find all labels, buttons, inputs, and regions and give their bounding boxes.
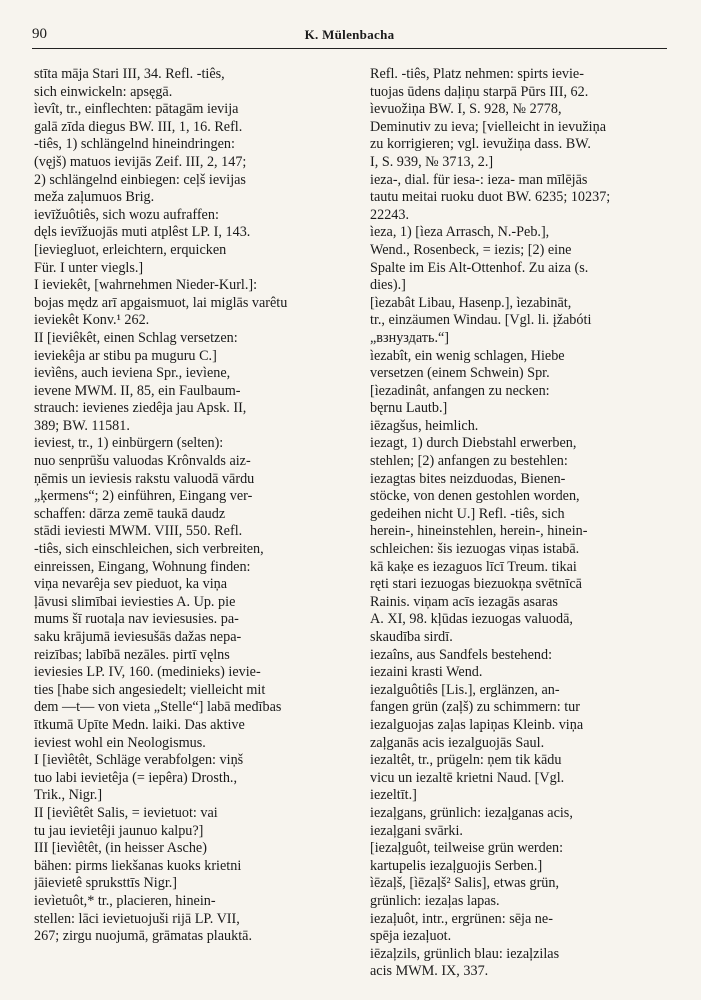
text-line: stīta māja Stari III, 34. Refl. -tiês, <box>34 66 225 82</box>
text-line: ievene MWM. II, 85, ein Faulbaum- <box>34 382 241 399</box>
page-number: 90 <box>32 26 47 42</box>
text-line: ìezabît, ein wenig schlagen, Hiebe <box>370 347 565 364</box>
text-line: iezagtas bites neizduodas, Bienen- <box>370 470 566 487</box>
text-line: 22243. <box>370 206 410 223</box>
text-line: spēja iezaļuot. <box>370 928 452 945</box>
text-line: III [ievìêtêt, (in heisser Asche) <box>34 840 207 857</box>
text-line: reizības; labībā nezāles. pirtī vęlns <box>34 646 230 663</box>
text-line: tuojas ūdens daļiņu starpā Pūrs III, 62. <box>370 83 589 100</box>
text-line: schaffen: dārza zemē taukā daudz <box>34 505 226 522</box>
text-line: A. XI, 98. kļūdas iezuogas valuodā, <box>370 611 573 628</box>
text-line: iēzagšus, heimlich. <box>370 417 479 434</box>
text-line: tu jau ievietêji jaunuo kalpu?] <box>34 822 204 839</box>
text-line: -tiês, 1) schlängelnd hineindringen: <box>34 136 235 153</box>
text-line: 2) schlängelnd einbiegen: ceļš ievijas <box>34 171 246 188</box>
text-line: I, S. 939, № 3713, 2.] <box>370 153 494 170</box>
page-header <box>32 26 667 49</box>
left-column <box>34 66 350 946</box>
text-line: ieviesies LP. IV, 160. (medinieks) ievie- <box>34 664 261 681</box>
text-line: bęrnu Lautb.] <box>370 400 448 417</box>
text-line: schleichen: šis iezuogas viņas istabā. <box>370 541 580 558</box>
text-line: zaļganās acis iezalguojās Saul. <box>370 734 545 751</box>
text-line: dem —t— von vieta „Stelle“] labā medības <box>34 699 282 716</box>
text-line: kā kaķe es iezaguos līcī Treum. tikai <box>370 558 577 575</box>
text-line: viņa nevarêja sev pieduot, ka viņa <box>34 576 228 593</box>
text-line: iezaļuôt, intr., ergrünen: sēja ne- <box>370 910 553 927</box>
text-line: nuo senprūšu valuodas Krônvalds aiz- <box>34 453 251 470</box>
text-line: „взнуздать.“] <box>370 329 450 346</box>
text-line: iezaini krasti Wend. <box>370 664 483 681</box>
text-line: ręti stari iezuogas biezuokņa svētnīcā <box>370 576 582 593</box>
text-line: 389; BW. 11581. <box>34 417 130 434</box>
text-line: ieza-, dial. für iesa-: ieza- man mīlējās <box>370 171 588 188</box>
text-line: tautu meitai ruoku duot BW. 6235; 10237; <box>370 189 611 206</box>
text-line: ieviekêja ar stibu pa muguru C.] <box>34 347 217 364</box>
text-line: Deminutiv zu ieva; [vielleicht in ievužiņa <box>370 118 606 135</box>
text-line: [ieviegluot, erleichtern, erquicken <box>34 241 227 258</box>
text-line: Refl. -tiês, Platz nehmen: spirts ievie- <box>370 66 584 82</box>
text-line: ievìêns, auch ieviena Spr., ievìene, <box>34 365 231 382</box>
text-line: II [ieviêkêt, einen Schlag versetzen: <box>34 329 238 346</box>
text-line: ītkumā Upīte Medn. laiki. Das aktive <box>34 716 245 733</box>
text-line: iezalguojas zaļas lapiņas Kleinb. viņa <box>370 716 584 733</box>
text-line: Wend., Rosenbeck, = iezis; [2) eine <box>370 241 572 258</box>
text-line: [ìezabât Libau, Hasenp.], ìezabināt, <box>370 294 572 311</box>
text-line: stehlen; [2) anfangen zu bestehlen: <box>370 453 568 470</box>
text-line: grünlich: iezaļas lapas. <box>370 892 500 909</box>
text-line: meža zaļumuos Brig. <box>34 189 155 206</box>
text-line: iezaltêt, tr., prügeln: ņem tik kādu <box>370 752 562 769</box>
right-column <box>370 66 686 981</box>
text-line: Rainis. viņam acīs iezagās asaras <box>370 593 558 610</box>
text-line: skaudība sirdī. <box>370 629 453 645</box>
text-line: stādi ieviesti MWM. VIII, 550. Refl. <box>34 523 243 540</box>
text-line: vicu un iezaltē krietni Naud. [Vgl. <box>370 769 565 786</box>
text-line: Spalte im Eis Alt-Ottenhof. Zu aiza (s. <box>370 259 589 276</box>
text-line: [iezaļguôt, teilweise grün werden: <box>370 840 564 857</box>
text-line: sich einwickeln: apsęgā. <box>34 83 173 100</box>
text-line: ieviest, tr., 1) einbürgern (selten): <box>34 435 224 452</box>
text-line: herein-, hineinstehlen, herein-, hinein- <box>370 523 588 540</box>
text-line: [ìezadinât, anfangen zu necken: <box>370 382 550 399</box>
text-line: iezagt, 1) durch Diebstahl erwerben, <box>370 435 577 452</box>
text-line: ieviest wohl ein Neologismus. <box>34 734 206 751</box>
text-line: ìevît, tr., einflechten: pātagām ievija <box>34 101 239 118</box>
text-line: bähen: pirms liekšanas kuoks krietni <box>34 857 242 874</box>
text-line: strauch: ievienes ziedêja jau Apsk. II, <box>34 400 247 417</box>
text-line: ìēzaļš, [ìēzaļš² Salis], etwas grün, <box>370 875 560 892</box>
text-line: ievīžuôtiês, sich wozu aufraffen: <box>34 206 219 223</box>
text-line: ties [habe sich angesiedelt; vielleicht mit <box>34 681 266 698</box>
text-line: tuo labi ievietêja (= iepêra) Drosth., <box>34 769 238 786</box>
text-line: versetzen (einem Schwein) Spr. <box>370 365 550 382</box>
text-line: galā zīda diegus BW. III, 1, 16. Refl. <box>34 118 243 135</box>
text-line: II [ievìêtêt Salis, = ievietuot: vai <box>34 804 218 821</box>
text-line: mums šī ruotaļa nav ieviesusies. pa- <box>34 611 239 628</box>
text-line: Für. I unter viegls.] <box>34 259 144 276</box>
text-line: iezaļgani svārki. <box>370 822 463 839</box>
text-line: -tiês, sich einschleichen, sich verbreiten, <box>34 541 264 558</box>
text-line: ļāvusi slimībai ieviesties A. Up. pie <box>34 593 236 610</box>
text-line: ņēmis un ieviesis rakstu valuodā vārdu <box>34 470 255 487</box>
text-line: iezeltīt.] <box>370 787 417 804</box>
text-line: ievìetuôt,* tr., placieren, hinein- <box>34 892 216 909</box>
text-line: saku krājumā ieviesušās dažas nepa- <box>34 629 242 645</box>
text-line: iēzaļzils, grünlich blau: iezaļzilas <box>370 945 560 962</box>
text-line: einreissen, Eingang, Wohnung finden: <box>34 558 251 575</box>
text-line: Trik., Nigr.] <box>34 787 103 804</box>
text-line: bojas mędz arī apgaismuot, lai miglās varêtu <box>34 294 288 311</box>
text-line: acis MWM. IX, 337. <box>370 963 489 980</box>
text-line: dies).] <box>370 277 406 294</box>
text-line: ieviekêt Konv.¹ 262. <box>34 312 150 329</box>
text-line: zu korrigieren; vgl. ievužiņa dass. BW. <box>370 136 591 153</box>
running-head: K. Mülenbacha <box>304 27 395 42</box>
text-line: 267; zirgu nuojumā, grāmatas plauktā. <box>34 928 253 945</box>
text-line: stellen: lāci ievietuojuši rijā LP. VII, <box>34 910 240 927</box>
text-line: (vęjš) matuos ievijās Zeif. III, 2, 147; <box>34 153 247 170</box>
text-line: kartupelis iezaļguojis Serben.] <box>370 857 543 874</box>
text-line: dęls ievīžuojās muti atplêst LP. I, 143. <box>34 224 251 241</box>
text-line: iezaļgans, grünlich: iezaļganas acis, <box>370 804 573 821</box>
text-line: ìevuožiņa BW. I, S. 928, № 2778, <box>370 101 562 118</box>
text-line: I [ievìêtêt, Schläge verabfolgen: viņš <box>34 752 244 769</box>
text-line: ìeza, 1) [ìeza Arrasch, N.-Peb.], <box>370 224 550 241</box>
text-line: „ķermens“; 2) einführen, Eingang ver- <box>34 488 253 505</box>
text-line: jāievietê spruksttīs Nigr.] <box>34 875 178 892</box>
text-line: gedeihen nicht U.] Refl. -tiês, sich <box>370 505 565 522</box>
text-line: iezalguôtiês [Lis.], erglänzen, an- <box>370 681 560 698</box>
text-line: fangen grün (zaļš) zu schimmern: tur <box>370 699 580 716</box>
text-line: I ieviekêt, [wahrnehmen Nieder-Kurl.]: <box>34 277 258 294</box>
text-line: iezaîns, aus Sandfels bestehend: <box>370 646 553 663</box>
text-line: stöcke, von denen gestohlen worden, <box>370 488 580 505</box>
text-line: tr., einzäumen Windau. [Vgl. li. įžabóti <box>370 312 592 329</box>
